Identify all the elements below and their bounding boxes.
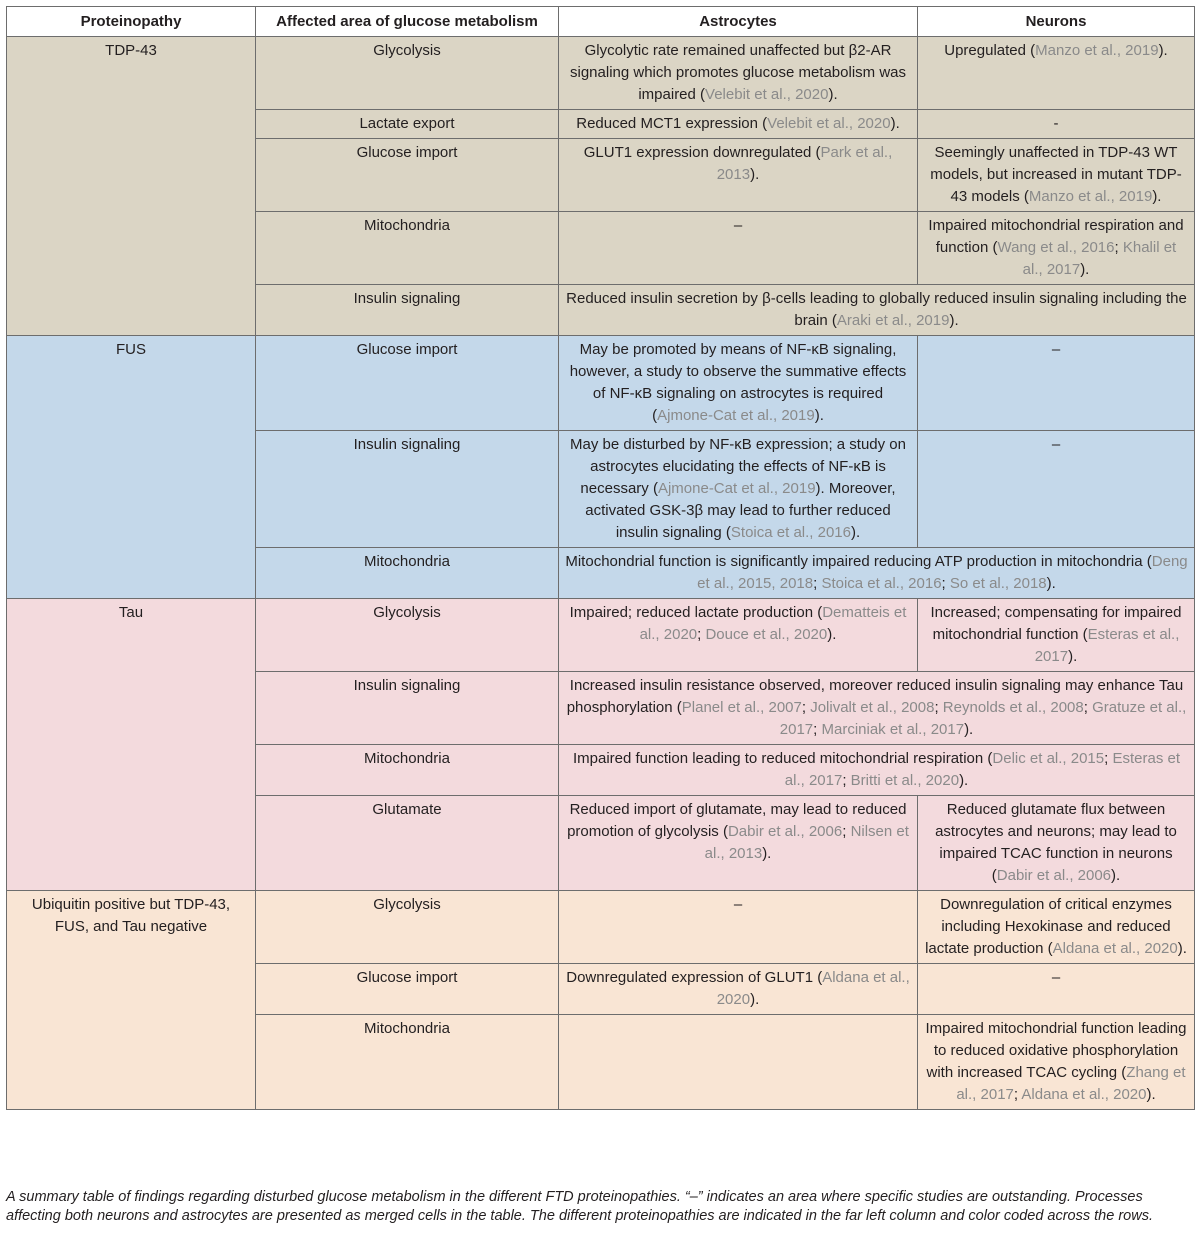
citation-ref: Dabir et al., 2006 [996, 867, 1112, 884]
header-astrocytes: Astrocytes [559, 7, 918, 37]
cell-text: Impaired mitochondrial function leading to reduced oxidative phosphorylation with increased TCAC cycling ( [925, 1020, 1187, 1081]
cell-text: Impaired; reduced lactate production ( [569, 604, 823, 621]
astrocytes-cell [559, 431, 918, 548]
neurons-cell [918, 1015, 1195, 1110]
cell-text: ; [1104, 750, 1113, 767]
proteinopathy-cell: Ubiquitin positive but TDP-43, FUS, and Tau negative [7, 891, 256, 1110]
table-row [7, 891, 1195, 964]
cell-text: – [1051, 436, 1061, 453]
cell-text: ). [1152, 188, 1162, 205]
astrocytes-cell [559, 139, 918, 212]
cell-text: Upregulated ( [944, 42, 1036, 59]
cell-text: Mitochondrial function is significantly impaired reducing ATP production in mitochondria ( [565, 553, 1152, 570]
cell-text: ). [750, 991, 760, 1008]
cell-text: Glycolytic rate remained unaffected but β2-AR signaling which promotes glucose metabolism was impaired ( [570, 42, 906, 103]
cell-text: GLUT1 expression downregulated ( [583, 144, 821, 161]
neurons-cell [918, 431, 1195, 548]
citation-ref: Douce et al., 2020 [705, 626, 828, 643]
citation-ref: Velebit et al., 2020 [705, 86, 829, 103]
cell-text: Seemingly unaffected in TDP-43 WT models, but increased in mutant TDP-43 models ( [930, 144, 1182, 205]
astrocytes-cell [559, 891, 918, 964]
merged-finding-cell [559, 672, 1195, 745]
affected-area-cell: Glucose import [256, 336, 559, 431]
affected-area-cell: Mitochondria [256, 745, 559, 796]
table-caption: A summary table of findings regarding disturbed glucose metabolism in the different FTD proteinopathies. “–” indicates an area where specific studies are outstanding. Processes affecting both neurons and astrocytes are presented as merged cells in the table. The different proteinopathies are indicated in the far left column and color coded across the rows. [6, 1189, 1153, 1224]
citation-ref: Britti et al., 2020 [850, 772, 960, 789]
cell-text: – [1051, 969, 1061, 986]
cell-text: ). Moreover, activated GSK-3β may lead to further reduced insulin signaling ( [585, 480, 896, 541]
citation-ref: Ajmone-Cat et al., 2019 [657, 407, 815, 424]
citation-ref: Aldana et al., 2020 [716, 969, 910, 1008]
neurons-cell [918, 964, 1195, 1015]
cell-text: ; [1114, 239, 1123, 256]
cell-text: ; [1013, 1086, 1022, 1103]
astrocytes-cell [559, 336, 918, 431]
citation-ref: Delic et al., 2015 [992, 750, 1105, 767]
neurons-cell [918, 796, 1195, 891]
citation-ref: Wang et al., 2016 [997, 239, 1115, 256]
citation-ref: So et al., 2018 [949, 575, 1047, 592]
neurons-cell [918, 336, 1195, 431]
affected-area-cell: Lactate export [256, 110, 559, 139]
cell-text: ). [762, 845, 772, 862]
neurons-cell [918, 37, 1195, 110]
affected-area-cell: Insulin signaling [256, 285, 559, 336]
neurons-cell [918, 110, 1195, 139]
table-row [7, 336, 1195, 431]
merged-finding-cell [559, 285, 1195, 336]
astrocytes-cell [559, 599, 918, 672]
cell-text: ). [828, 86, 838, 103]
citation-ref: Jolivalt et al., 2008 [810, 699, 935, 716]
table-body [7, 37, 1195, 1110]
affected-area-cell: Glucose import [256, 964, 559, 1015]
citation-ref: Velebit et al., 2020 [767, 115, 891, 132]
cell-text: ; [697, 626, 706, 643]
cell-text: ; [842, 772, 851, 789]
citation-ref: Aldana et al., 2020 [1021, 1086, 1147, 1103]
cell-text: ). [1046, 575, 1056, 592]
cell-text: ). [949, 312, 959, 329]
cell-text: Downregulation of critical enzymes including Hexokinase and reduced lactate production ( [925, 896, 1172, 957]
cell-text: Reduced glutamate flux between astrocytes and neurons; may lead to impaired TCAC function in neurons ( [935, 801, 1177, 884]
citation-ref: Dabir et al., 2006 [727, 823, 843, 840]
cell-text: Impaired mitochondrial respiration and function ( [928, 217, 1184, 256]
proteinopathy-cell: Tau [7, 599, 256, 891]
neurons-cell [918, 212, 1195, 285]
citation-ref: Deng et al., 2015, 2018 [697, 553, 1188, 592]
astrocytes-cell [559, 1015, 918, 1110]
citation-ref: Araki et al., 2019 [836, 312, 950, 329]
affected-area-cell: Mitochondria [256, 212, 559, 285]
cell-text: ). [964, 721, 974, 738]
astrocytes-cell [559, 110, 918, 139]
cell-text: - [1053, 115, 1059, 132]
table-row [7, 599, 1195, 672]
citation-ref: Marciniak et al., 2017 [821, 721, 965, 738]
neurons-cell [918, 599, 1195, 672]
astrocytes-cell [559, 212, 918, 285]
citation-ref: Khalil et al., 2017 [1022, 239, 1177, 278]
proteinopathy-cell: FUS [7, 336, 256, 599]
findings-table [6, 6, 1195, 1110]
cell-text: Reduced import of glutamate, may lead to reduced promotion of glycolysis ( [567, 801, 907, 840]
citation-ref: Stoica et al., 2016 [821, 575, 942, 592]
cell-text: Reduced MCT1 expression ( [576, 115, 768, 132]
cell-text: ; [1083, 699, 1093, 716]
affected-area-cell: Mitochondria [256, 1015, 559, 1110]
cell-text: ; [941, 575, 950, 592]
citation-ref: Aldana et al., 2020 [1052, 940, 1178, 957]
affected-area-cell: Insulin signaling [256, 431, 559, 548]
astrocytes-cell [559, 796, 918, 891]
cell-text: ). [1158, 42, 1168, 59]
astrocytes-cell [559, 964, 918, 1015]
citation-ref: Manzo et al., 2019 [1035, 42, 1159, 59]
header-affected-area: Affected area of glucose metabolism [256, 7, 559, 37]
table-header-row [7, 7, 1195, 37]
affected-area-cell: Glucose import [256, 139, 559, 212]
affected-area-cell: Mitochondria [256, 548, 559, 599]
cell-text: Increased; compensating for impaired mitochondrial function ( [930, 604, 1182, 643]
cell-text: ; [842, 823, 851, 840]
cell-text: Impaired function leading to reduced mitochondrial respiration ( [572, 750, 993, 767]
citation-ref: Reynolds et al., 2008 [942, 699, 1084, 716]
cell-text: Downregulated expression of GLUT1 ( [566, 969, 823, 986]
cell-text: – [733, 217, 743, 234]
cell-text: Reduced insulin secretion by β-cells leading to globally reduced insulin signaling including the brain ( [566, 290, 1187, 329]
affected-area-cell: Glycolysis [256, 37, 559, 110]
citation-ref: Esteras et al., 2017 [784, 750, 1180, 789]
neurons-cell [918, 139, 1195, 212]
cell-text: ). [1111, 867, 1121, 884]
citation-ref: Dematteis et al., 2020 [639, 604, 907, 643]
cell-text: ). [750, 166, 760, 183]
cell-text: ). [959, 772, 969, 789]
cell-text: ; [934, 699, 943, 716]
citation-ref: Esteras et al., 2017 [1034, 626, 1180, 665]
citation-ref: Nilsen et al., 2013 [704, 823, 909, 862]
cell-text: ). [1146, 1086, 1156, 1103]
cell-text: ). [890, 115, 900, 132]
citation-ref: Zhang et al., 2017 [956, 1064, 1186, 1103]
cell-text: ). [1080, 261, 1090, 278]
affected-area-cell: Insulin signaling [256, 672, 559, 745]
cell-text: ). [827, 626, 837, 643]
merged-finding-cell [559, 548, 1195, 599]
cell-text: – [1051, 341, 1061, 358]
citation-ref: Planel et al., 2007 [681, 699, 802, 716]
cell-text: ; [813, 575, 822, 592]
cell-text: May be disturbed by NF-κB expression; a study on astrocytes elucidating the effects of NF-κB is necessary ( [570, 436, 906, 497]
citation-ref: Ajmone-Cat et al., 2019 [657, 480, 816, 497]
cell-text: ; [801, 699, 811, 716]
cell-text: ). [851, 524, 861, 541]
citation-ref: Stoica et al., 2016 [730, 524, 851, 541]
neurons-cell [918, 891, 1195, 964]
astrocytes-cell [559, 37, 918, 110]
merged-finding-cell [559, 745, 1195, 796]
cell-text: May be promoted by means of NF-κB signaling, however, a study to observe the summative effects of NF-κB signaling on astrocytes is required ( [569, 341, 907, 424]
proteinopathy-cell: TDP-43 [7, 37, 256, 336]
header-neurons: Neurons [918, 7, 1195, 37]
header-proteinopathy: Proteinopathy [7, 7, 256, 37]
cell-text: Increased insulin resistance observed, moreover reduced insulin signaling may enhance Tau phosphorylation ( [566, 677, 1184, 716]
affected-area-cell: Glycolysis [256, 891, 559, 964]
affected-area-cell: Glycolysis [256, 599, 559, 672]
cell-text: ; [813, 721, 822, 738]
citation-ref: Gratuze et al., 2017 [779, 699, 1187, 738]
cell-text: ). [1068, 648, 1078, 665]
cell-text: – [733, 896, 743, 913]
affected-area-cell: Glutamate [256, 796, 559, 891]
table-row [7, 37, 1195, 110]
citation-ref: Park et al., 2013 [716, 144, 893, 183]
cell-text: ). [814, 407, 824, 424]
citation-ref: Manzo et al., 2019 [1028, 188, 1153, 205]
cell-text: ). [1177, 940, 1187, 957]
